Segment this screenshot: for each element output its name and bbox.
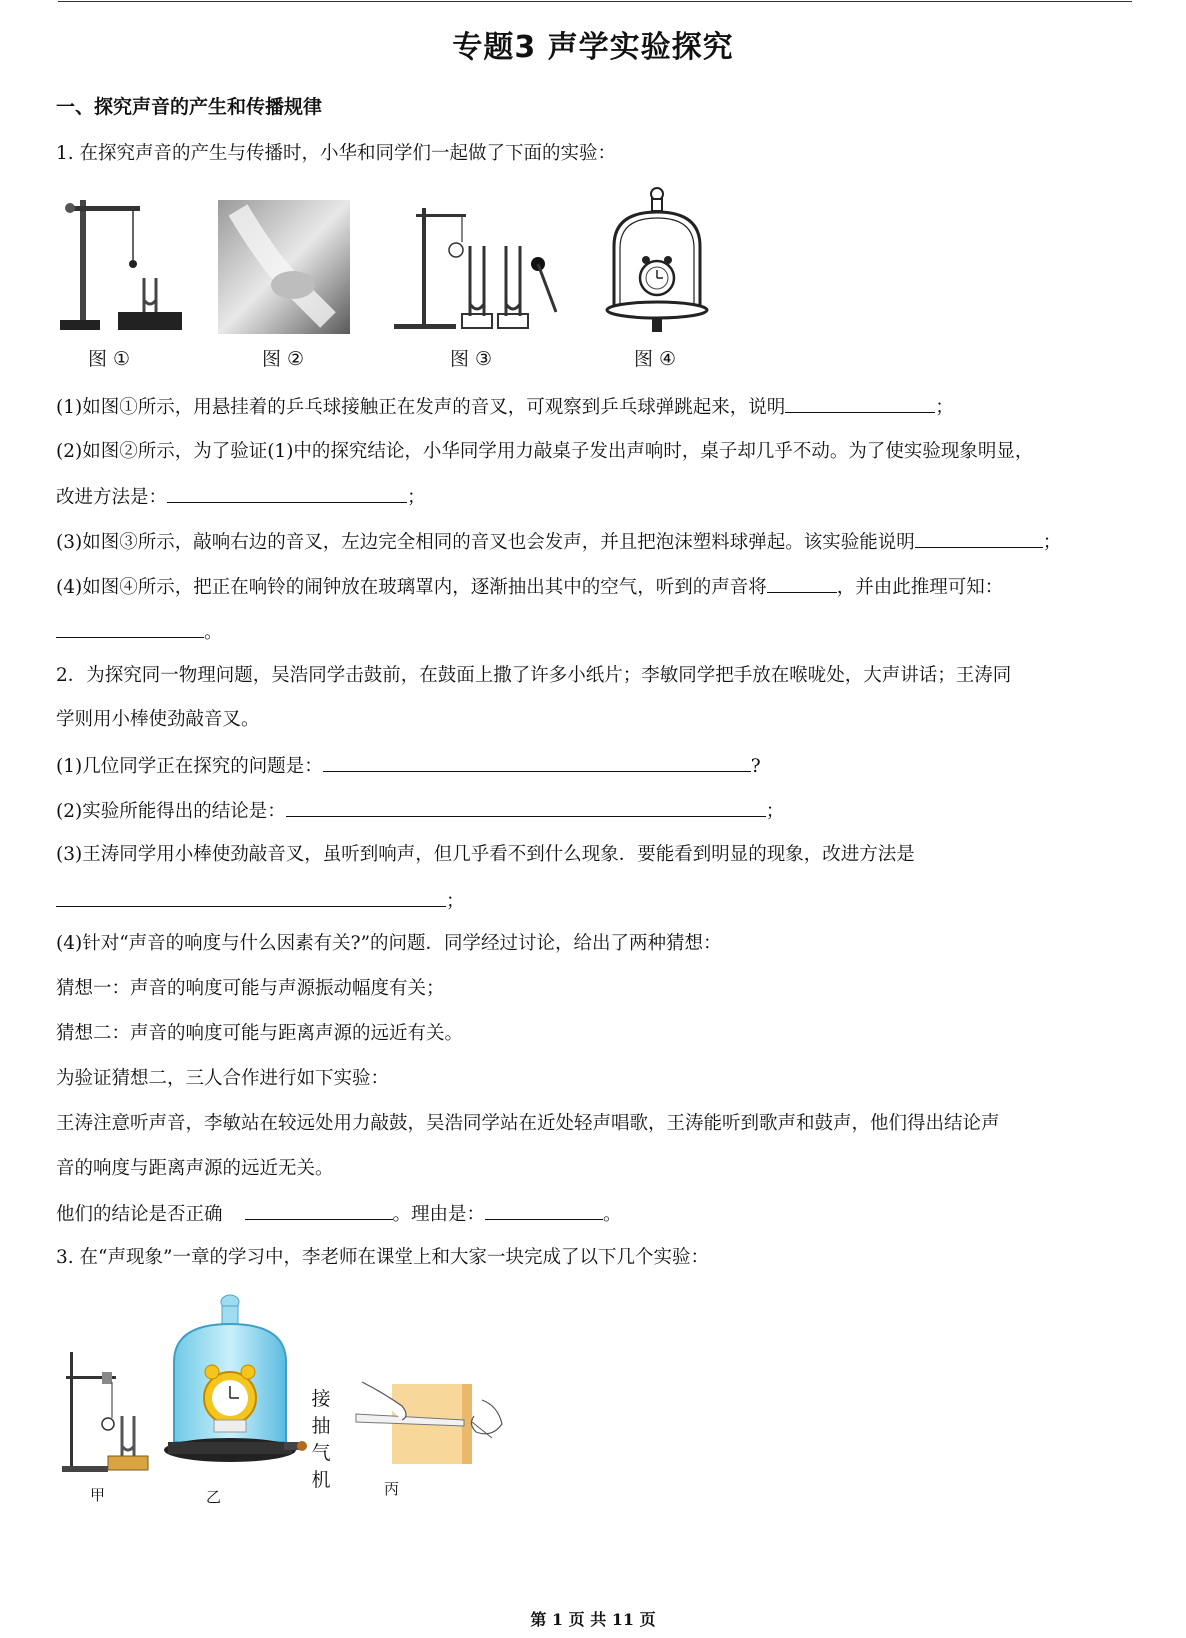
figure-yi [160, 1292, 310, 1482]
q1-part2: (2)如图②所示，为了验证(1)中的探究结论，小华同学用力敲桌子发出声响时，桌子却几乎不动。为了使实验现象明显， [56, 441, 1034, 462]
q2-guess1: 猜想一：声音的响度可能与声源振动幅度有关； [56, 978, 445, 999]
figure-2-caption: 图 ② [262, 348, 305, 370]
figure-4 [602, 186, 712, 342]
figure-1-caption: 图 ① [88, 348, 131, 370]
answer-blank[interactable] [767, 574, 837, 593]
figure-4-caption: 图 ④ [634, 348, 677, 370]
answer-blank[interactable] [167, 484, 407, 503]
figure-jia [58, 1348, 158, 1478]
figure-3 [392, 204, 562, 334]
figure-2 [218, 200, 350, 334]
label-jia: 甲 [90, 1486, 106, 1504]
q2-part3: (3)王涛同学用小棒使劲敲音叉，虽听到响声，但几乎看不到什么现象．要能看到明显的现象，改进方法是 [56, 844, 915, 865]
q1-part2-cont: 改进方法是： ； [56, 484, 426, 510]
q2-part3-cont: ； [56, 888, 465, 914]
answer-blank[interactable] [286, 798, 766, 817]
q2-part4: (4)针对“声音的响度与什么因素有关?”的问题．同学经过讨论，给出了两种猜想： [56, 933, 722, 954]
answer-blank[interactable] [785, 394, 935, 413]
answer-blank[interactable] [56, 888, 446, 907]
answer-blank[interactable] [915, 529, 1043, 548]
pump-label: 接 抽 气 机 [311, 1388, 331, 1491]
q2-guess2: 猜想二：声音的响度可能与距离声源的远近有关。 [56, 1023, 464, 1044]
figure-bing [352, 1376, 522, 1472]
section-heading: 一、探究声音的产生和传播规律 [56, 96, 323, 118]
answer-blank[interactable] [56, 619, 204, 638]
answer-blank[interactable] [245, 1201, 393, 1220]
page-footer: 第 1 页 共 11 页 [530, 1610, 656, 1629]
q3-intro: 3. 在“声现象”一章的学习中，李老师在课堂上和大家一块完成了以下几个实验： [56, 1247, 709, 1268]
figure-1 [56, 192, 186, 342]
header-rule [58, 1, 1132, 2]
answer-blank[interactable] [485, 1201, 603, 1220]
q2-part2: (2)实验所能得出的结论是： ； [56, 798, 784, 824]
q2-intro-cont: 学则用小棒使劲敲音叉。 [56, 709, 260, 730]
q1-part1: (1)如图①所示，用悬挂着的乒乓球接触正在发声的音叉，可观察到乒乓球弹跳起来，说明 ； [56, 394, 954, 420]
page-title: 专题3 声学实验探究 [452, 30, 734, 65]
q1-intro: 1. 在探究声音的产生与传播时，小华和同学们一起做了下面的实验： [56, 143, 617, 164]
answer-blank[interactable] [323, 753, 751, 772]
q1-part4: (4)如图④所示，把正在响铃的闹钟放在玻璃罩内，逐渐抽出其中的空气，听到的声音将 ，并由此推理可知： [56, 574, 1003, 600]
q2-conclusion: 他们的结论是否正确 。理由是： 。 [56, 1201, 622, 1227]
q2-experiment: 王涛注意听声音，李敏站在较远处用力敲鼓，吴浩同学站在近处轻声唱歌，王涛能听到歌声和鼓声，他们得出结论声 [56, 1113, 1000, 1134]
figure-3-caption: 图 ③ [450, 348, 493, 370]
q2-intro: 2．为探究同一物理问题，吴浩同学击鼓前，在鼓面上撒了许多小纸片；李敏同学把手放在喉咙处，大声讲话；王涛同 [56, 665, 1012, 686]
q1-part4-cont: 。 [56, 619, 223, 645]
q2-verify: 为验证猜想二，三人合作进行如下实验： [56, 1068, 390, 1089]
q1-part3: (3)如图③所示，敲响右边的音叉，左边完全相同的音叉也会发声，并且把泡沫塑料球弹起。该实验能说明 ； [56, 529, 1061, 555]
label-bing: 丙 [384, 1480, 400, 1498]
q2-experiment-cont: 音的响度与距离声源的远近无关。 [56, 1158, 334, 1179]
label-yi: 乙 [206, 1488, 222, 1506]
q2-part1: (1)几位同学正在探究的问题是： ? [56, 753, 761, 779]
